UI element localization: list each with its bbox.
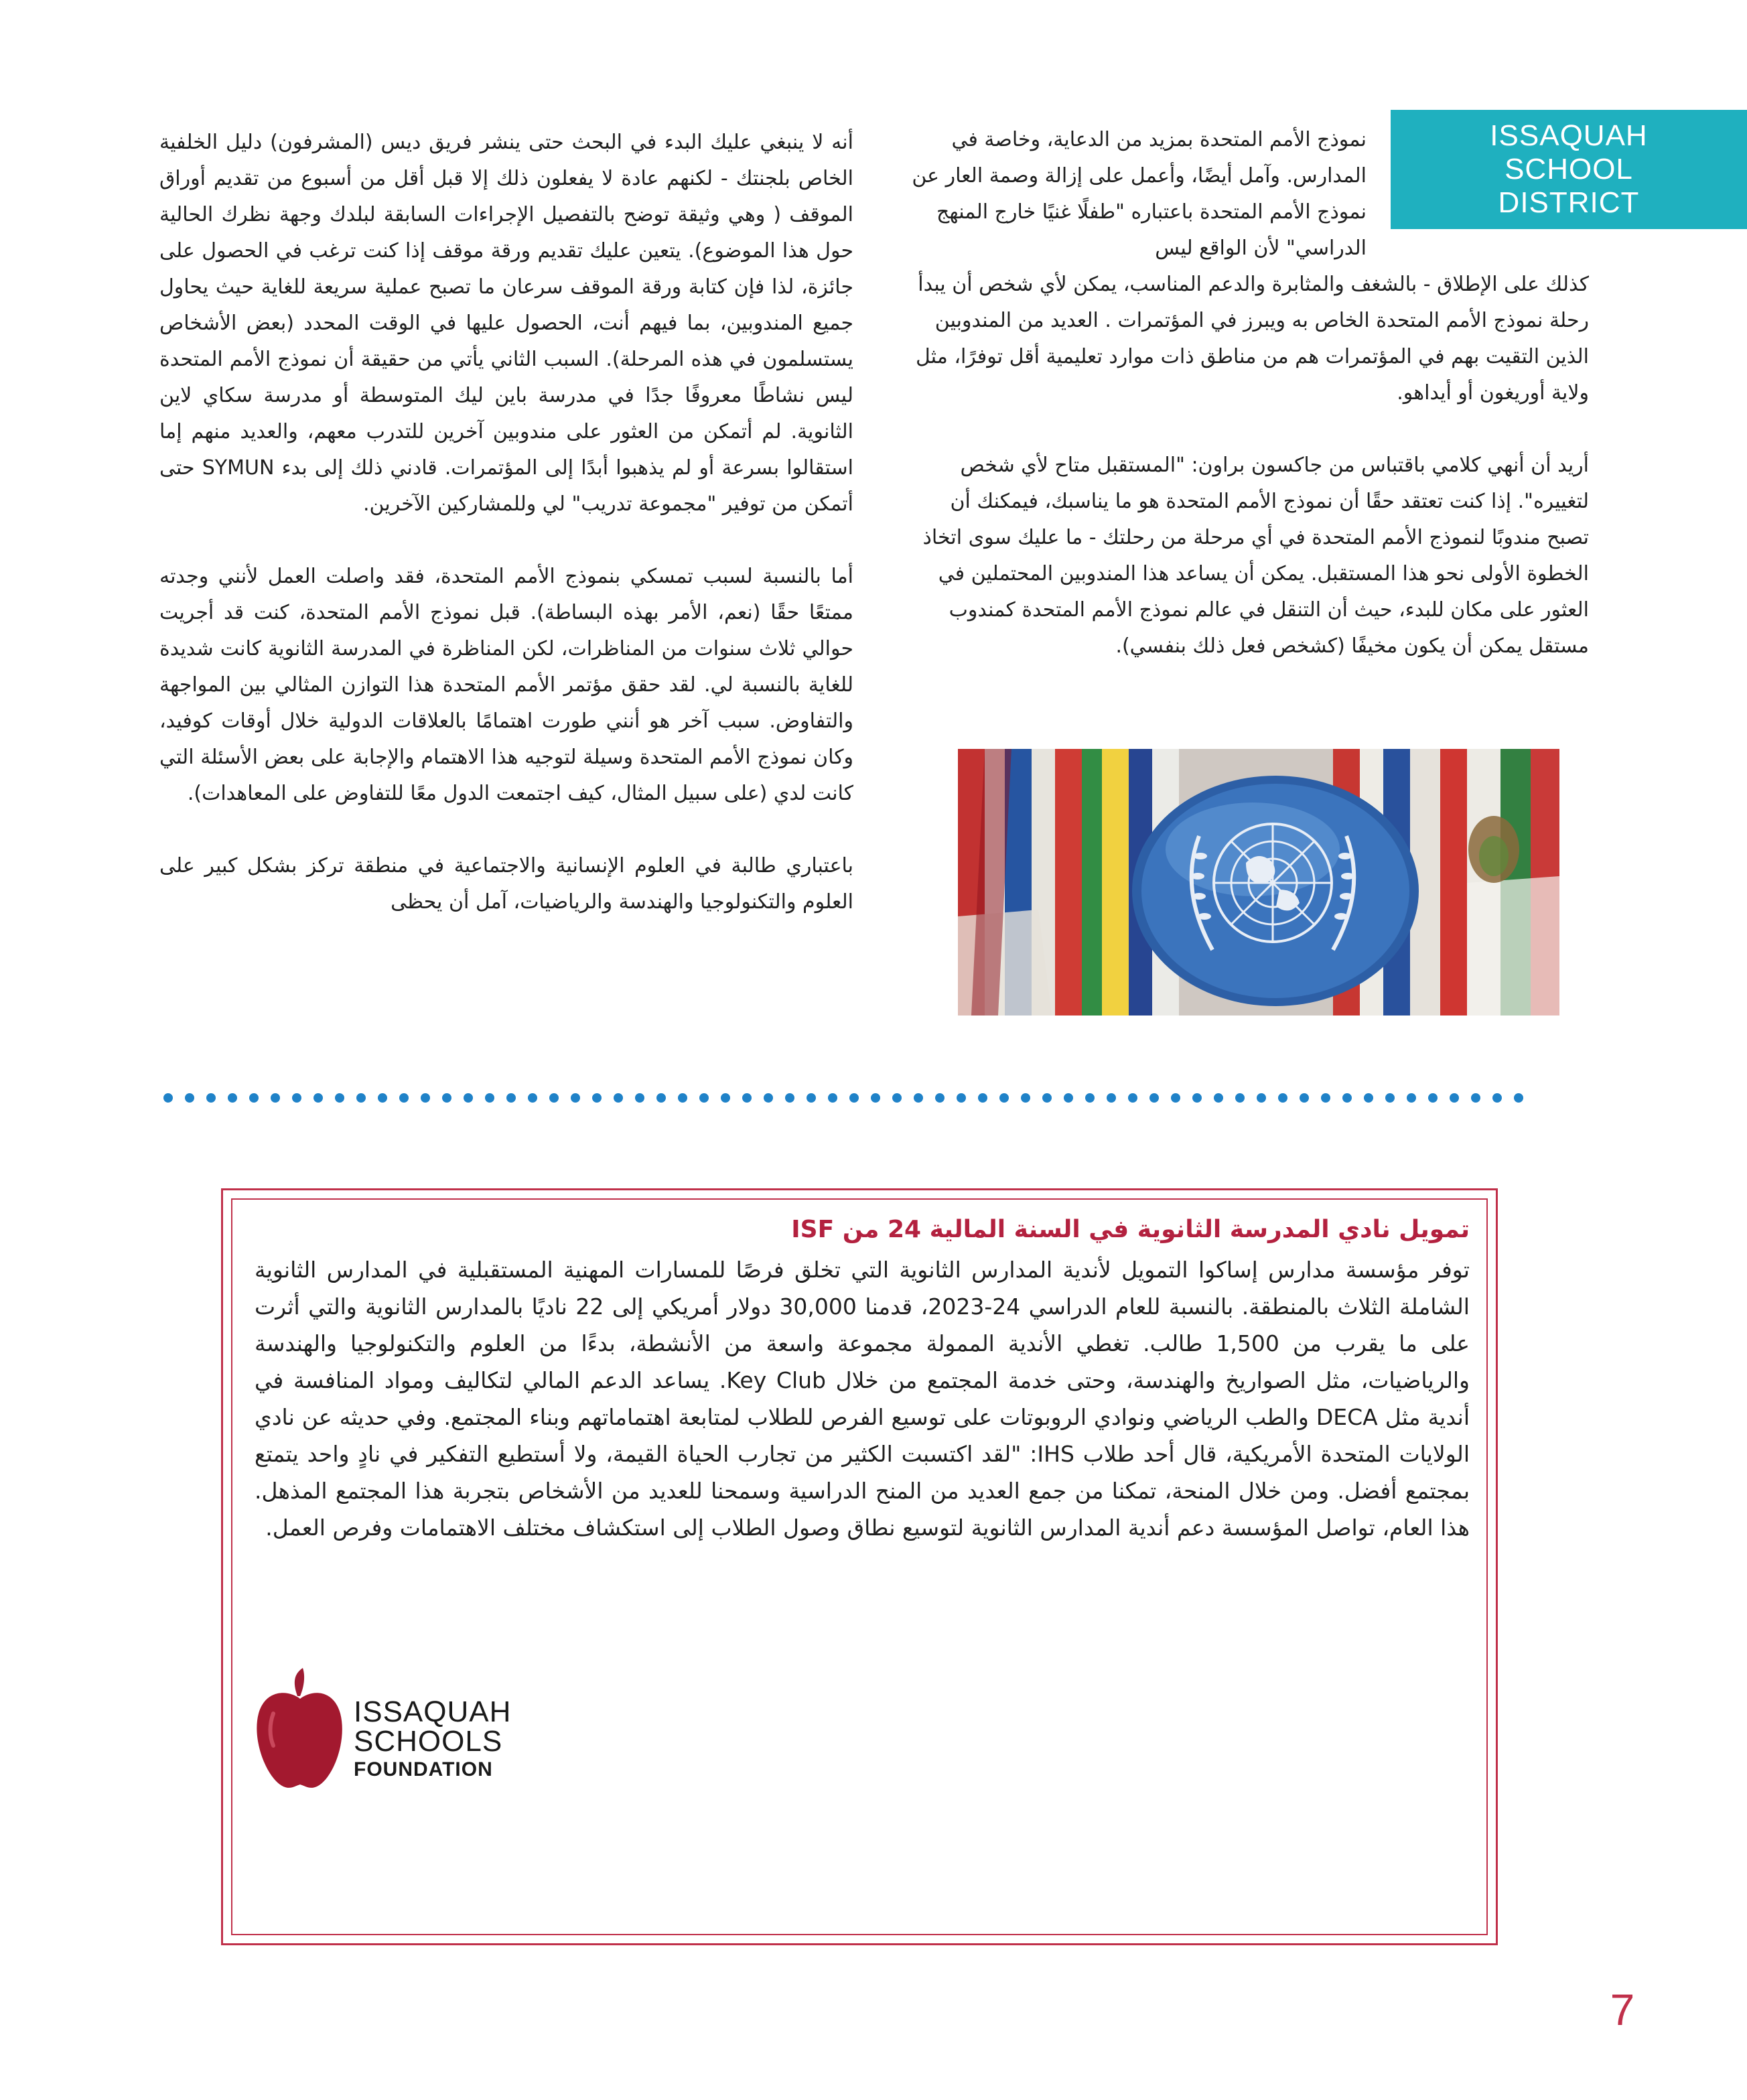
divider-dot xyxy=(313,1093,323,1103)
divider-dot xyxy=(1085,1093,1095,1103)
divider-dot xyxy=(1235,1093,1245,1103)
divider-dot xyxy=(764,1093,773,1103)
divider-dot xyxy=(1064,1093,1073,1103)
divider-dot xyxy=(914,1093,923,1103)
divider-dot xyxy=(1428,1093,1438,1103)
divider-dot xyxy=(1257,1093,1266,1103)
divider-dot xyxy=(892,1093,902,1103)
district-tag xyxy=(1391,110,1747,229)
divider-dot xyxy=(1342,1093,1352,1103)
divider-dot xyxy=(206,1093,216,1103)
divider-dot xyxy=(485,1093,494,1103)
divider-dot xyxy=(656,1093,666,1103)
divider-dot xyxy=(1514,1093,1523,1103)
divider-dot xyxy=(1021,1093,1030,1103)
divider-dot xyxy=(699,1093,709,1103)
district-tag-line-1: ISSAQUAH xyxy=(1490,119,1648,152)
un-flags-photo xyxy=(958,749,1559,1016)
divider-dot xyxy=(292,1093,301,1103)
divider-dot xyxy=(1300,1093,1309,1103)
callout-title: تمويل نادي المدرسة الثانوية في السنة المالية 24 من ISF xyxy=(791,1216,1470,1243)
divider-dot xyxy=(549,1093,559,1103)
divider-dot xyxy=(1364,1093,1373,1103)
divider-dot xyxy=(849,1093,859,1103)
divider-dot xyxy=(1192,1093,1202,1103)
divider-dot xyxy=(356,1093,366,1103)
section-divider xyxy=(163,1091,1523,1105)
divider-dot xyxy=(678,1093,687,1103)
divider-dot xyxy=(271,1093,280,1103)
divider-dot xyxy=(785,1093,794,1103)
logo-line-1: ISSAQUAH xyxy=(354,1695,512,1728)
left-column-paragraph-1: أنه لا ينبغي عليك البدء في البحث حتى ينشر فريق ديس (المشرفون) دليل الخلفية الخاص بلجنتك - لكنهم عادة لا يفعلون ذلك إلا قبل أقل من أسبوع من تقديم أوراق الموقف ( وهي وثيقة توضح بالتفصيل الإجراءات السابقة لبلدك وجهة نظرك الحالية حول هذا الموضوع). يتعين عليك تقديم ورقة موقف إذا كنت ترغب في الحصول على جائزة، لذا فإن كتابة ورقة الموقف سرعان ما تصبح عملية سريعة للغاية حيث يحاول جميع المندوبين، بما فيهم أنت، الحصول عليها في الوقت المحدد (بعض الأشخاص يستسلمون في هذه المرحلة). السبب الثاني يأتي من حقيقة أن نموذج الأمم المتحدة ليس نشاطًا معروفًا جدًا في مدرسة باين ليك المتوسطة أو مدرسة سكاي لاين الثانوية. لم أتمكن من العثور على مندوبين آخرين للتدرب معهم، والعديد منهم إما استقالوا بسرعة أو لم يذهبوا أبدًا إلى المؤتمرات. قادني ذلك إلى بدء SYMUN حتى أتمكن من توفير "مجموعة تدريب" لي وللمشاركين الآخرين. xyxy=(159,131,854,516)
right-column-paragraph-2: أريد أن أنهي كلامي باقتباس من جاكسون براون: "المستقبل متاح لأي شخص لتغييره". إذا كنت تعتقد حقًا أن نموذج الأمم المتحدة هو ما يناسبك، فيمكنك أن تصبح مندوبًا لنموذج الأمم المتحدة في أي مرحلة من رحلتك - ما عليك سوى اتخاذ الخطوة الأولى نحو هذا المستقبل. يمكن أن يساعد هذا المندوبين المحتملين في العثور على مكان للبدء، حيث أن التنقل في عالم نموذج الأمم المتحدة كمندوب مستقل يمكن أن يكون مخيفًا (كشخص فعل ذلك بنفسي). xyxy=(922,453,1589,658)
foundation-logo-text xyxy=(354,1697,511,1783)
divider-dot xyxy=(1407,1093,1416,1103)
foundation-logo xyxy=(253,1667,548,1794)
divider-dot xyxy=(742,1093,752,1103)
divider-dot xyxy=(442,1093,451,1103)
divider-dot xyxy=(464,1093,473,1103)
divider-dot xyxy=(185,1093,194,1103)
divider-dot xyxy=(378,1093,387,1103)
district-tag-line-2: SCHOOL xyxy=(1505,153,1633,186)
divider-dot xyxy=(1214,1093,1223,1103)
divider-dot xyxy=(635,1093,644,1103)
right-column-intro: نموذج الأمم المتحدة بمزيد من الدعاية، وخاصة في المدارس. وآمل أيضًا، وأعمل على إزالة وصمة العار عن نموذج الأمم المتحدة باعتباره "طفلًا غنيًا خارج المنهج الدراسي" لأن الواقع ليس xyxy=(912,128,1367,260)
divider-dot xyxy=(1492,1093,1502,1103)
divider-dot xyxy=(1171,1093,1180,1103)
divider-dot xyxy=(1128,1093,1137,1103)
apple-icon xyxy=(253,1667,347,1794)
right-column-body xyxy=(908,267,1589,701)
divider-dot xyxy=(163,1093,173,1103)
divider-dot xyxy=(528,1093,537,1103)
divider-dot xyxy=(957,1093,966,1103)
logo-line-3: FOUNDATION xyxy=(354,1758,493,1780)
divider-dot xyxy=(828,1093,837,1103)
un-emblem-flags-photo-icon xyxy=(958,749,1559,1016)
divider-dot xyxy=(1107,1093,1116,1103)
divider-dot xyxy=(421,1093,430,1103)
page-number: 7 xyxy=(1610,1985,1635,2034)
divider-dot xyxy=(614,1093,623,1103)
divider-dot xyxy=(592,1093,602,1103)
logo-line-2: SCHOOLS xyxy=(354,1725,503,1758)
district-tag-line-3: DISTRICT xyxy=(1498,186,1640,219)
divider-dot xyxy=(1042,1093,1052,1103)
divider-dot xyxy=(1278,1093,1287,1103)
divider-dot xyxy=(935,1093,945,1103)
divider-dot xyxy=(1471,1093,1480,1103)
left-column-paragraph-3: باعتباري طالبة في العلوم الإنسانية والاجتماعية في منطقة تركز بشكل كبير على العلوم والتكنولوجيا والهندسة والرياضيات، آمل أن يحظى xyxy=(159,854,853,914)
divider-dot xyxy=(571,1093,580,1103)
divider-dot xyxy=(1149,1093,1159,1103)
divider-dot xyxy=(1450,1093,1459,1103)
divider-dot xyxy=(228,1093,237,1103)
left-column-paragraph-2: أما بالنسبة لسبب تمسكي بنموذج الأمم المتحدة، فقد واصلت العمل لأنني وجدته ممتعًا حقًا (نعم، الأمر بهذه البساطة). قبل نموذج الأمم المتحدة، كنت قد أجريت حوالي ثلاث سنوات من المناظرات، لكن المناظرة في المدرسة الثانوية كانت شديدة للغاية بالنسبة لي. لقد حقق مؤتمر الأمم المتحدة هذا التوازن المثالي بين المواجهة والتفاوض. سبب آخر هو أنني طورت اهتمامًا بالعلاقات الدولية خلال أوقات كوفيد، وكان نموذج الأمم المتحدة وسيلة لتوجيه هذا الاهتمام والإجابة على بعض الأسئلة التي كانت لدي (على سبيل المثال، كيف اجتمعت الدول معًا للتفاوض على المعاهدات). xyxy=(159,565,853,805)
divider-dot xyxy=(807,1093,816,1103)
divider-dot xyxy=(1321,1093,1330,1103)
divider-dot xyxy=(335,1093,344,1103)
right-column-paragraph-1: كذلك على الإطلاق - بالشغف والمثابرة والدعم المناسب، يمكن لأي شخص أن يبدأ رحلة نموذج الأمم المتحدة الخاص به ويبرز في المؤتمرات . العديد من المندوبين الذين التقيت بهم في المؤتمرات هم من مناطق ذات موارد تعليمية أقل توفرًا، مثل ولاية أوريغون أو أيداهو. xyxy=(915,273,1589,405)
left-column xyxy=(159,125,853,920)
divider-dot xyxy=(249,1093,259,1103)
divider-dot xyxy=(978,1093,987,1103)
divider-dot xyxy=(399,1093,409,1103)
divider-dot xyxy=(871,1093,880,1103)
divider-dot xyxy=(721,1093,730,1103)
divider-dot xyxy=(999,1093,1009,1103)
divider-dot xyxy=(1385,1093,1395,1103)
divider-dot xyxy=(506,1093,516,1103)
callout-body: توفر مؤسسة مدارس إساكوا التمويل لأندية المدارس الثانوية التي تخلق فرصًا للمسارات المهنية المستقبلية في المدارس الثانوية الشاملة الثلاث بالمنطقة. بالنسبة للعام الدراسي 24-2023، قدمنا 30,000 دولار أمريكي إلى 22 ناديًا بالمدارس الثانوية والتي أثرت على ما يقرب من 1,500 طالب. تغطي الأندية الممولة مجموعة واسعة من الأنشطة، بدءًا من العلوم والتكنولوجيا والهندسة والرياضيات، مثل الصواريخ والهندسة، وحتى خدمة المجتمع من خلال Key Club. يساعد الدعم المالي لتكاليف ومواد المنافسة في أندية مثل DECA والطب الرياضي ونوادي الروبوتات على توسيع الفرص للطلاب لمتابعة اهتماماتهم وبناء المجتمع. وفي حديثه عن نادي الولايات المتحدة الأمريكية، قال أحد طلاب IHS: "لقد اكتسبت الكثير من تجارب الحياة القيمة، ولا أستطيع التفكير في نادٍ واحد يتمتع بمجتمع أفضل. ومن خلال المنحة، تمكنا من جمع العديد من المنح الدراسية وسمحنا للعديد من الأشخاص بتجربة هذا المجتمع المذهل. هذا العام، تواصل المؤسسة دعم أندية المدارس الثانوية لتوسيع نطاق وصول الطلاب إلى استكشاف مختلف الاهتمامات وفرص العمل. xyxy=(255,1257,1470,1541)
